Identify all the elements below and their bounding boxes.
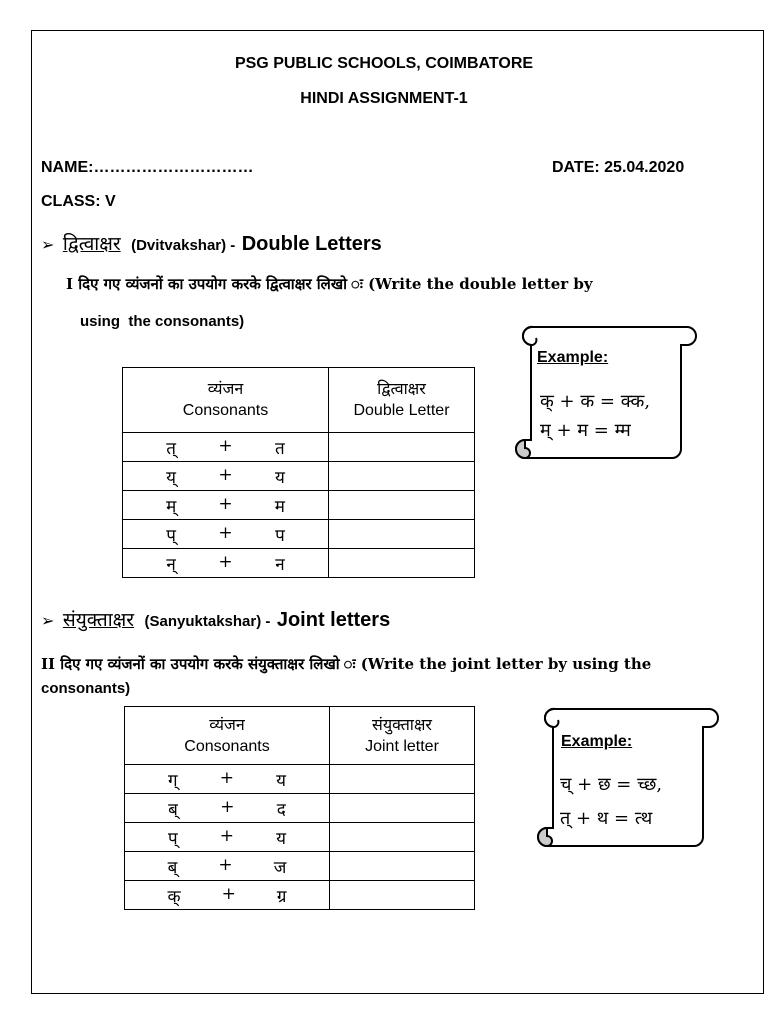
- example-1-title: Example:: [537, 349, 609, 366]
- section2-instruction-1: II दिए गए व्यंजनों का उपयोग करके संयुक्ताक्षर लिखो ः (Write the joint letter by using the: [41, 655, 652, 673]
- section2-english-title: Joint letters: [276, 609, 391, 631]
- answer-cell[interactable]: [329, 462, 475, 491]
- section1-hindi-title: द्वित्वाक्षर: [62, 233, 121, 255]
- table-header-consonants: व्यंजन Consonants: [123, 368, 329, 433]
- section1-translit: (Dvitvakshar) -: [131, 237, 236, 254]
- bullet-icon: ➢: [41, 613, 55, 630]
- section1-english-title: Double Letters: [241, 233, 382, 255]
- table-row: क् + ग्र: [125, 881, 330, 910]
- table-row: म् + म: [123, 491, 329, 520]
- table-header-consonants: व्यंजन Consonants: [125, 707, 330, 765]
- section2-hindi-title: संयुक्ताक्षर: [62, 609, 135, 631]
- date-label: DATE: 25.04.2020: [552, 159, 685, 176]
- table-row: त् + त: [123, 433, 329, 462]
- joint-letter-table: [124, 706, 475, 910]
- section1-heading: [41, 230, 382, 256]
- double-letter-table: [122, 367, 475, 578]
- example-2-title: Example:: [561, 733, 633, 750]
- assignment-title: HINDI ASSIGNMENT-1: [300, 90, 468, 107]
- table-row: प् + य: [125, 823, 330, 852]
- answer-cell[interactable]: [330, 852, 475, 881]
- bullet-icon: ➢: [41, 237, 55, 254]
- class-label: CLASS: V: [41, 193, 116, 210]
- answer-cell[interactable]: [330, 823, 475, 852]
- answer-cell[interactable]: [329, 491, 475, 520]
- table-row: प् + प: [123, 520, 329, 549]
- table-row: य् + य: [123, 462, 329, 491]
- answer-cell[interactable]: [329, 520, 475, 549]
- name-label: NAME:…………………………: [41, 159, 254, 176]
- table-row: ग् + य: [125, 765, 330, 794]
- answer-cell[interactable]: [329, 433, 475, 462]
- section1-instruction-1: I दिए गए व्यंजनों का उपयोग करके द्वित्वाक्षर लिखो ः (Write the double letter by: [66, 275, 593, 293]
- answer-cell[interactable]: [329, 549, 475, 578]
- example-2-line1: च् + छ = च्छ,: [560, 774, 663, 795]
- answer-cell[interactable]: [330, 881, 475, 910]
- table-row: न् + न: [123, 549, 329, 578]
- section1-instruction-2: using the consonants): [80, 313, 245, 330]
- answer-cell[interactable]: [330, 794, 475, 823]
- section2-instruction-2: consonants): [41, 680, 131, 697]
- table-row: ब् + ज: [125, 852, 330, 881]
- table-header-joint-letter: संयुक्ताक्षर Joint letter: [330, 707, 475, 765]
- table-header-double-letter: द्वित्वाक्षर Double Letter: [329, 368, 475, 433]
- section2-heading: [41, 606, 390, 632]
- school-name: PSG PUBLIC SCHOOLS, COIMBATORE: [234, 55, 534, 72]
- example-1-line2: म् + म = म्म: [540, 420, 631, 441]
- example-2-line2: त् + थ = त्थ: [560, 808, 653, 829]
- section2-translit: (Sanyuktakshar) -: [144, 613, 271, 630]
- table-row: ब् + द: [125, 794, 330, 823]
- answer-cell[interactable]: [330, 765, 475, 794]
- example-1-line1: क् + क = क्क,: [540, 391, 651, 412]
